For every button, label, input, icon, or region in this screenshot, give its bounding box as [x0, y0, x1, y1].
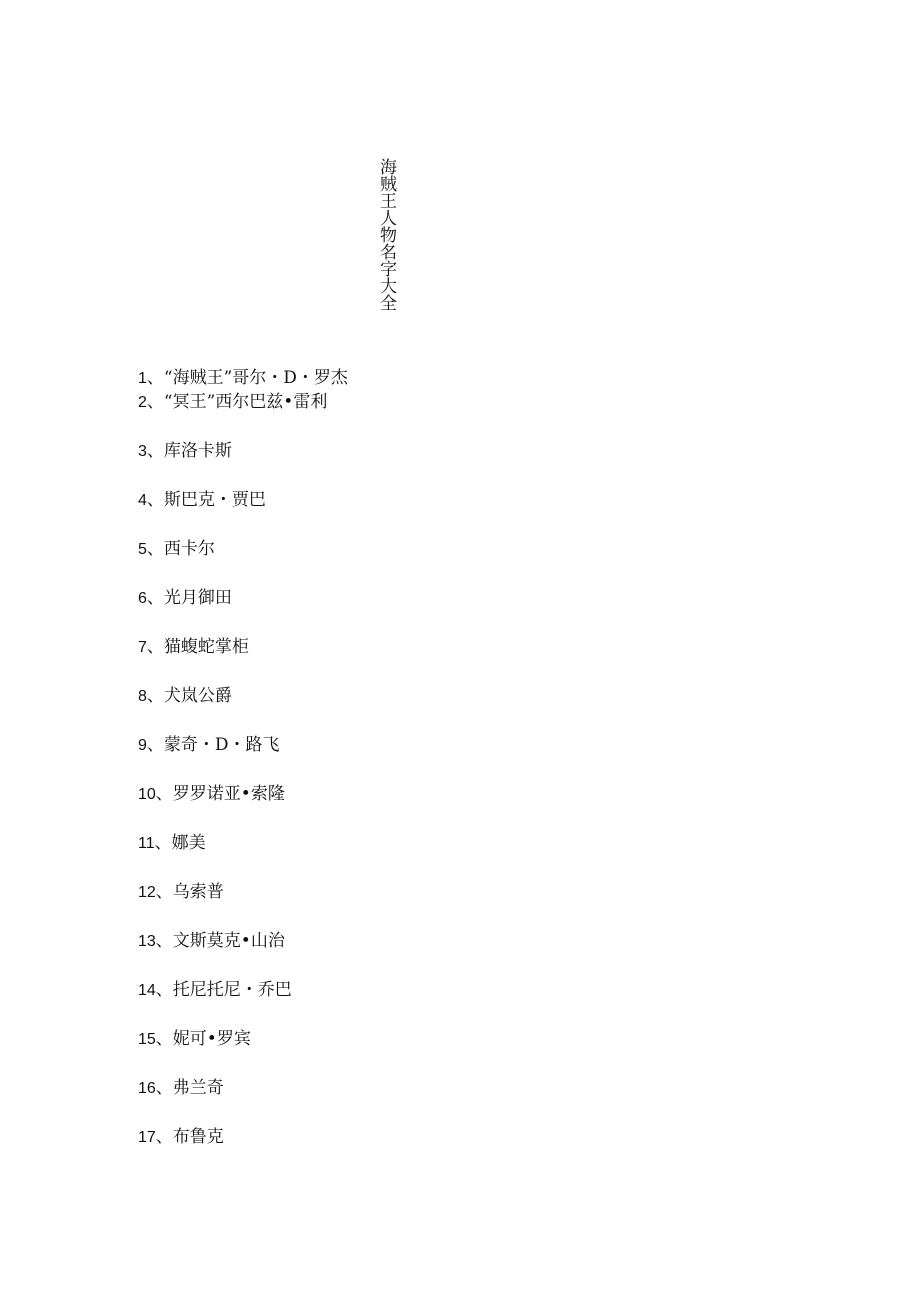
item-text: 猫蝮蛇掌柜 [163, 637, 249, 657]
list-item [138, 439, 348, 463]
item-text: 妮可•罗宾 [172, 1029, 251, 1049]
character-list [138, 366, 348, 1149]
list-item [138, 1125, 348, 1149]
list-item [138, 978, 348, 1002]
item-separator: 、 [146, 368, 164, 388]
item-number: 14 [138, 982, 156, 999]
item-separator: 、 [146, 686, 164, 706]
item-number: 1 [138, 370, 147, 387]
item-number: 2 [138, 394, 147, 411]
item-text: 犬岚公爵 [163, 686, 232, 706]
item-text: 文斯莫克•山治 [172, 931, 285, 951]
item-text: 弗兰奇 [172, 1078, 224, 1098]
list-item [138, 684, 348, 708]
list-item [138, 880, 348, 904]
list-item [138, 929, 348, 953]
item-separator: 、 [146, 392, 164, 412]
list-item [138, 488, 348, 512]
item-number: 6 [138, 590, 147, 607]
item-separator: 、 [146, 588, 164, 608]
item-text: 西卡尔 [163, 539, 215, 559]
item-text: 罗罗诺亚•索隆 [172, 784, 285, 804]
item-number: 15 [138, 1031, 156, 1048]
item-separator: 、 [146, 637, 164, 657]
item-separator: 、 [154, 833, 172, 853]
item-separator: 、 [155, 1127, 173, 1147]
item-separator: 、 [155, 931, 173, 951]
list-item [138, 635, 348, 659]
item-text: 库洛卡斯 [163, 441, 232, 461]
item-separator: 、 [155, 1029, 173, 1049]
item-number: 16 [138, 1080, 156, 1097]
item-separator: 、 [146, 490, 164, 510]
item-text: 乌索普 [172, 882, 224, 902]
item-number: 17 [138, 1129, 156, 1146]
list-item [138, 782, 348, 806]
item-text: 光月御田 [163, 588, 232, 608]
item-number: 10 [138, 786, 156, 803]
item-separator: 、 [146, 539, 164, 559]
list-item [138, 1027, 348, 1051]
item-number: 13 [138, 933, 156, 950]
item-separator: 、 [155, 980, 173, 1000]
item-text: “海贼王”哥尔・D・罗杰 [163, 368, 348, 388]
item-text: 蒙奇・D・路飞 [163, 735, 280, 755]
item-text: 斯巴克・贾巴 [163, 490, 266, 510]
item-number: 8 [138, 688, 147, 705]
item-separator: 、 [146, 441, 164, 461]
item-number: 3 [138, 443, 147, 460]
list-item [138, 831, 348, 855]
item-separator: 、 [155, 1078, 173, 1098]
list-item [138, 586, 348, 610]
item-number: 11 [138, 835, 155, 852]
item-number: 5 [138, 541, 147, 558]
item-number: 9 [138, 737, 147, 754]
item-text: 托尼托尼・乔巴 [172, 980, 292, 1000]
list-item [138, 366, 348, 390]
document-title: 海贼王人物名字大全 [376, 157, 396, 311]
list-item [138, 733, 348, 757]
item-separator: 、 [155, 882, 173, 902]
item-separator: 、 [146, 735, 164, 755]
list-item [138, 1076, 348, 1100]
item-text: 娜美 [171, 833, 206, 853]
item-number: 12 [138, 884, 156, 901]
item-number: 7 [138, 639, 147, 656]
item-text: “冥王”西尔巴兹•雷利 [163, 392, 328, 412]
item-number: 4 [138, 492, 147, 509]
list-item [138, 390, 348, 414]
list-item [138, 537, 348, 561]
item-text: 布鲁克 [172, 1127, 224, 1147]
item-separator: 、 [155, 784, 173, 804]
